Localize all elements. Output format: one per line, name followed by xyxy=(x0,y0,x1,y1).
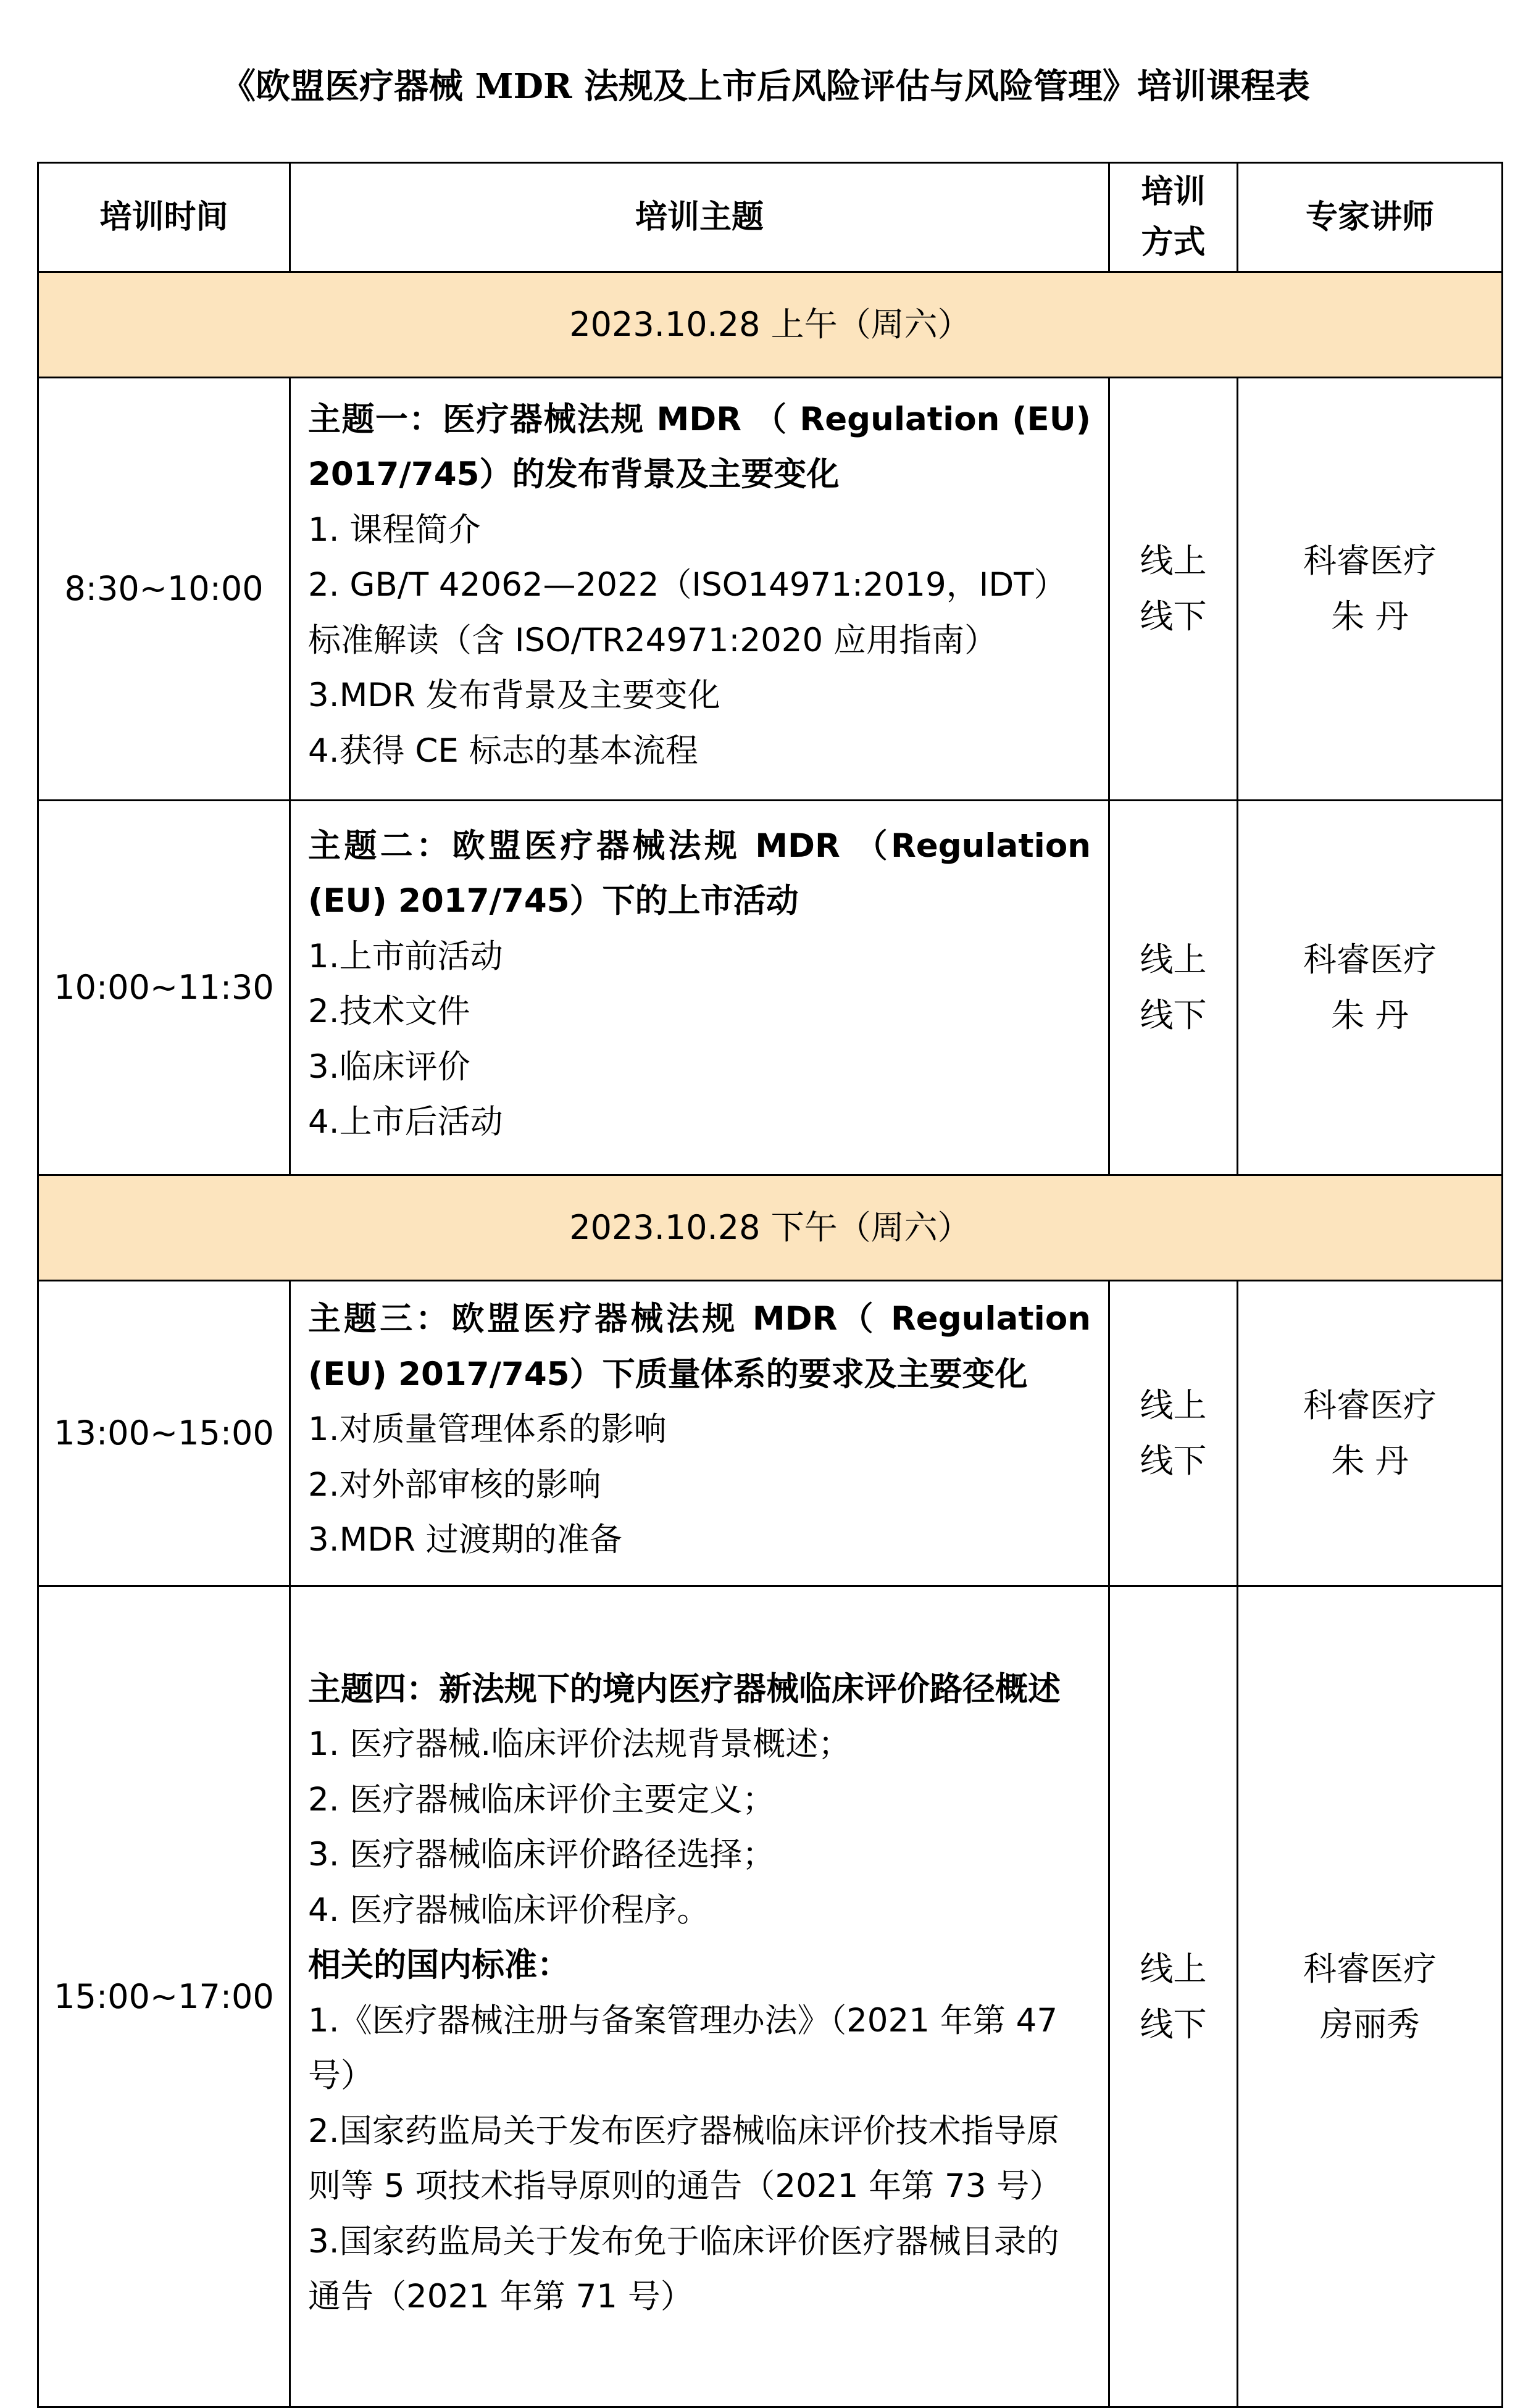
day-row-morning xyxy=(38,272,1503,378)
list-item: 1. 医疗器械.临床评价法规背景概述； xyxy=(308,1725,851,1763)
list-item: 3.临床评价 xyxy=(308,1048,470,1086)
session-mode xyxy=(1109,1281,1238,1586)
session-topic xyxy=(290,801,1109,1175)
list-item: 2.对外部审核的影响 xyxy=(308,1465,601,1504)
lecturer-name: 朱 丹 xyxy=(1331,1441,1409,1480)
mode-offline: 线下 xyxy=(1140,1441,1207,1480)
day-row-afternoon xyxy=(38,1175,1503,1281)
table-row xyxy=(38,801,1503,1175)
session-topic xyxy=(290,1281,1109,1586)
header-topic: 培训主题 xyxy=(290,163,1109,272)
mode-offline: 线下 xyxy=(1140,2004,1207,2044)
training-schedule-table xyxy=(37,162,1503,2408)
list-item: 3.MDR 过渡期的准备 xyxy=(308,1521,622,1559)
standard-item: 3.国家药监局关于发布免于临床评价医疗器械目录的通告（2021 年第 71 号） xyxy=(308,2222,1059,2315)
document-title: 《欧盟医疗器械 MDR 法规及上市后风险评估与风险管理》培训课程表 xyxy=(220,66,1311,107)
session-time: 15:00~17:00 xyxy=(38,1586,290,2407)
list-item: 4. 医疗器械临床评价程序。 xyxy=(308,1891,710,1929)
day-label: 2023.10.28 下午（周六） xyxy=(38,1175,1503,1281)
header-mode-line1: 培训 xyxy=(1141,173,1206,210)
session-topic xyxy=(290,378,1109,801)
table-row xyxy=(38,1281,1503,1586)
lecturer-name: 朱 丹 xyxy=(1331,996,1409,1035)
table-row xyxy=(38,378,1503,801)
session-title: 主题三：欧盟医疗器械法规 MDR（ Regulation (EU) 2017/745）下质量体系的要求及主要变化 xyxy=(308,1300,1091,1393)
header-mode xyxy=(1109,163,1238,272)
lecturer-org: 科睿医疗 xyxy=(1303,940,1437,979)
session-title: 主题四：新法规下的境内医疗器械临床评价路径概述 xyxy=(308,1670,1061,1708)
list-item: 1. 课程简介 xyxy=(308,510,481,549)
mode-offline: 线下 xyxy=(1140,996,1207,1035)
mode-online: 线上 xyxy=(1140,541,1207,580)
day-label: 2023.10.28 上午（周六） xyxy=(38,272,1503,378)
mode-offline: 线下 xyxy=(1140,597,1207,636)
list-item: 3. 医疗器械临床评价路径选择； xyxy=(308,1836,775,1873)
lecturer-org: 科睿医疗 xyxy=(1303,1949,1437,1988)
session-time: 10:00~11:30 xyxy=(38,801,290,1175)
header-lecturer: 专家讲师 xyxy=(1238,163,1503,272)
session-time: 8:30~10:00 xyxy=(38,378,290,801)
session-title: 主题一：医疗器械法规 MDR （ Regulation (EU) 2017/745）的发布背景及主要变化 xyxy=(308,400,1091,494)
standard-item: 1.《医疗器械注册与备案管理办法》（2021 年第 47 号） xyxy=(308,2001,1058,2094)
list-item: 1.对质量管理体系的影响 xyxy=(308,1410,667,1449)
header-mode-line2: 方式 xyxy=(1141,224,1206,261)
session-title: 主题二：欧盟医疗器械法规 MDR （Regulation (EU) 2017/745）下的上市活动 xyxy=(308,827,1091,920)
list-item: 2. GB/T 42062—2022（ISO14971:2019，IDT）标准解读（含 ISO/TR24971:2020 应用指南） xyxy=(308,566,1067,659)
table-row xyxy=(38,1586,1503,2407)
session-topic xyxy=(290,1586,1109,2407)
list-item: 3.MDR 发布背景及主要变化 xyxy=(308,677,720,715)
list-item: 4.上市后活动 xyxy=(308,1103,503,1141)
standard-item: 2.国家药监局关于发布医疗器械临床评价技术指导原则等 5 项技术指导原则的通告（2021 年第 73 号） xyxy=(308,2112,1062,2205)
lecturer-name: 朱 丹 xyxy=(1331,597,1409,636)
list-item: 2.技术文件 xyxy=(308,993,470,1030)
mode-online: 线上 xyxy=(1140,940,1207,979)
session-lecturer xyxy=(1238,1281,1503,1586)
lecturer-org: 科睿医疗 xyxy=(1303,1386,1437,1425)
header-time: 培训时间 xyxy=(38,163,290,272)
session-lecturer xyxy=(1238,801,1503,1175)
list-item: 2. 医疗器械临床评价主要定义； xyxy=(308,1780,775,1818)
lecturer-name: 房丽秀 xyxy=(1320,2004,1420,2044)
session-time: 13:00~15:00 xyxy=(38,1281,290,1586)
session-mode xyxy=(1109,801,1238,1175)
table-header-row xyxy=(38,163,1503,272)
mode-online: 线上 xyxy=(1140,1949,1207,1988)
session-mode xyxy=(1109,1586,1238,2407)
session-mode xyxy=(1109,378,1238,801)
lecturer-org: 科睿医疗 xyxy=(1303,541,1437,580)
mode-online: 线上 xyxy=(1140,1386,1207,1425)
list-item: 4.获得 CE 标志的基本流程 xyxy=(308,731,698,770)
list-item: 1.上市前活动 xyxy=(308,937,503,975)
standards-heading: 相关的国内标准： xyxy=(308,1946,570,1984)
session-lecturer xyxy=(1238,378,1503,801)
session-lecturer xyxy=(1238,1586,1503,2407)
